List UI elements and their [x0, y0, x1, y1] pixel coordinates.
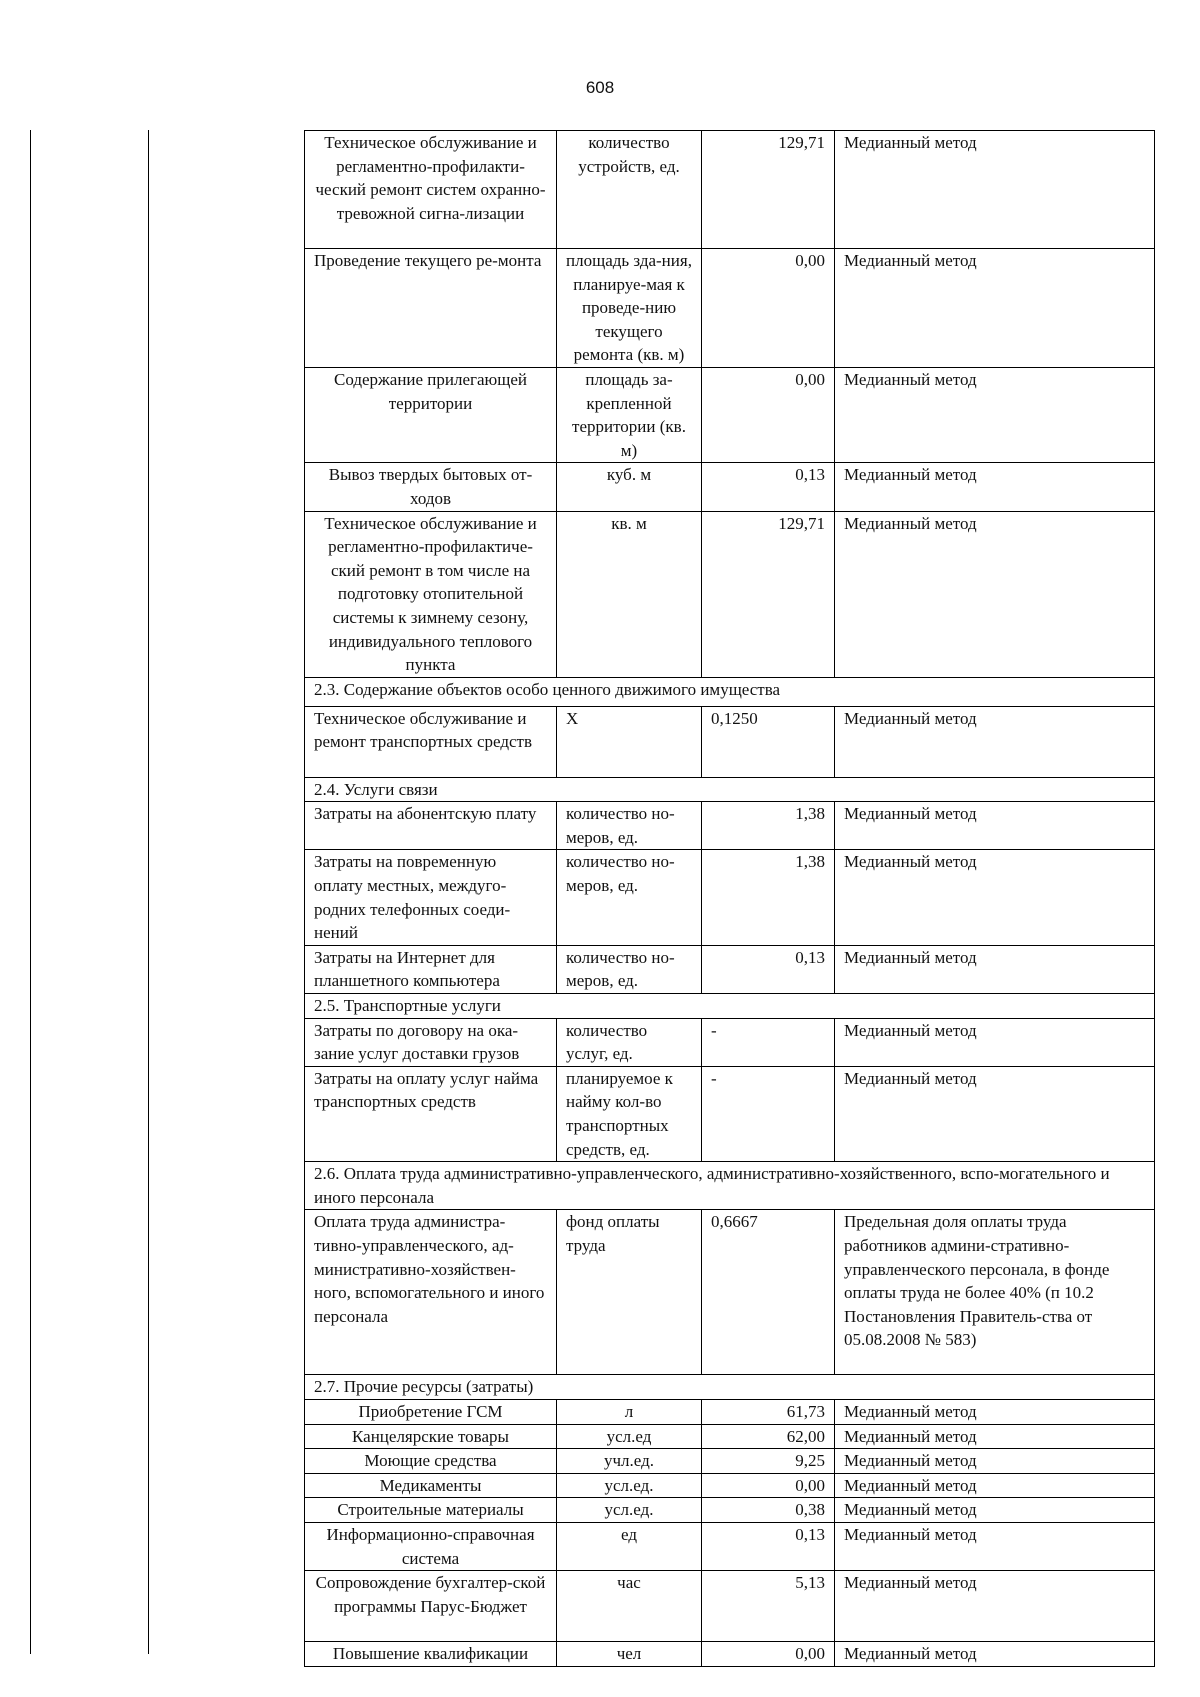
- value-cell: 0,00: [702, 1473, 835, 1498]
- value-cell: -: [702, 1066, 835, 1161]
- table-row: [305, 1522, 1155, 1570]
- section-header-row: [305, 1375, 1155, 1400]
- column-divider: [148, 130, 149, 1654]
- value-cell: 1,38: [702, 802, 835, 850]
- value-cell: 0,13: [702, 463, 835, 511]
- expense-name-cell: Затраты на повременную оплату местных, междуго-родних телефонных соеди-нений: [305, 850, 557, 945]
- value-cell: 0,00: [702, 1642, 835, 1667]
- section-title: 2.6. Оплата труда административно-управленческого, административно-хозяйственного, вспо-могательного и иного персонала: [305, 1162, 1155, 1210]
- method-cell: Медианный метод: [835, 1399, 1155, 1424]
- table-row: [305, 511, 1155, 677]
- unit-cell: усл.ед.: [557, 1473, 702, 1498]
- expense-name-cell: Строительные материалы: [305, 1498, 557, 1523]
- expense-name-cell: Затраты на оплату услуг найма транспортных средств: [305, 1066, 557, 1161]
- table-row: [305, 1571, 1155, 1642]
- expense-name-cell: Затраты на Интернет для планшетного компьютера: [305, 945, 557, 993]
- method-cell: Медианный метод: [835, 1424, 1155, 1449]
- method-cell: Медианный метод: [835, 850, 1155, 945]
- method-cell: Медианный метод: [835, 1498, 1155, 1523]
- value-cell: 0,6667: [702, 1210, 835, 1375]
- table-row: [305, 1449, 1155, 1474]
- method-cell: Медианный метод: [835, 1449, 1155, 1474]
- method-cell: Предельная доля оплаты труда работников админи-стративно-управленческого персонала, в фонде оплаты труда не более 40% (п 10.2 Постановления Правитель-ства от 05.08.2008 № 583): [835, 1210, 1155, 1375]
- expense-name-cell: Медикаменты: [305, 1473, 557, 1498]
- value-cell: 1,38: [702, 850, 835, 945]
- section-title: 2.3. Содержание объектов особо ценного движимого имущества: [305, 677, 1155, 706]
- expense-name-cell: Техническое обслуживание и ремонт транспортных средств: [305, 706, 557, 777]
- expense-name-cell: Моющие средства: [305, 1449, 557, 1474]
- unit-cell: фонд оплаты труда: [557, 1210, 702, 1375]
- method-cell: Медианный метод: [835, 706, 1155, 777]
- value-cell: -: [702, 1018, 835, 1066]
- value-cell: 0,13: [702, 1522, 835, 1570]
- section-header-row: [305, 777, 1155, 802]
- method-cell: Медианный метод: [835, 1571, 1155, 1642]
- table-row: [305, 1066, 1155, 1161]
- value-cell: 129,71: [702, 131, 835, 249]
- unit-cell: количество но-меров, ед.: [557, 802, 702, 850]
- unit-cell: Х: [557, 706, 702, 777]
- table-frame: [30, 130, 1153, 1664]
- section-title: 2.5. Транспортные услуги: [305, 994, 1155, 1019]
- method-cell: Медианный метод: [835, 367, 1155, 462]
- method-cell: Медианный метод: [835, 463, 1155, 511]
- value-cell: 0,1250: [702, 706, 835, 777]
- column-divider: [30, 130, 31, 1654]
- table-row: [305, 367, 1155, 462]
- value-cell: 62,00: [702, 1424, 835, 1449]
- expense-name-cell: Сопровождение бухгалтер-ской программы Парус-Бюджет: [305, 1571, 557, 1642]
- unit-cell: количество устройств, ед.: [557, 131, 702, 249]
- unit-cell: усл.ед: [557, 1424, 702, 1449]
- method-cell: Медианный метод: [835, 1473, 1155, 1498]
- method-cell: Медианный метод: [835, 249, 1155, 368]
- method-cell: Медианный метод: [835, 511, 1155, 677]
- value-cell: 61,73: [702, 1399, 835, 1424]
- value-cell: 129,71: [702, 511, 835, 677]
- value-cell: 0,00: [702, 367, 835, 462]
- expense-name-cell: Вывоз твердых бытовых от-ходов: [305, 463, 557, 511]
- expense-name-cell: Содержание прилегающей территории: [305, 367, 557, 462]
- section-title: 2.7. Прочие ресурсы (затраты): [305, 1375, 1155, 1400]
- table-row: [305, 1642, 1155, 1667]
- expense-name-cell: Оплата труда администра-тивно-управленческого, ад-министративно-хозяйствен-ного, вспомогательного и иного персонала: [305, 1210, 557, 1375]
- table-row: [305, 1498, 1155, 1523]
- section-title: 2.4. Услуги связи: [305, 777, 1155, 802]
- expense-name-cell: Проведение текущего ре-монта: [305, 249, 557, 368]
- unit-cell: площадь зда-ния, планируе-мая к проведе-нию текущего ремонта (кв. м): [557, 249, 702, 368]
- method-cell: Медианный метод: [835, 1066, 1155, 1161]
- table-row: [305, 131, 1155, 249]
- table-row: [305, 945, 1155, 993]
- method-cell: Медианный метод: [835, 1018, 1155, 1066]
- unit-cell: л: [557, 1399, 702, 1424]
- unit-cell: количество но-меров, ед.: [557, 945, 702, 993]
- table-row: [305, 706, 1155, 777]
- value-cell: 9,25: [702, 1449, 835, 1474]
- expense-name-cell: Канцелярские товары: [305, 1424, 557, 1449]
- table-row: [305, 850, 1155, 945]
- table-row: [305, 463, 1155, 511]
- table-row: [305, 1424, 1155, 1449]
- section-header-row: [305, 994, 1155, 1019]
- unit-cell: количество услуг, ед.: [557, 1018, 702, 1066]
- unit-cell: кв. м: [557, 511, 702, 677]
- value-cell: 0,38: [702, 1498, 835, 1523]
- method-cell: Медианный метод: [835, 1522, 1155, 1570]
- table-row: [305, 802, 1155, 850]
- table-row: [305, 1018, 1155, 1066]
- method-cell: Медианный метод: [835, 802, 1155, 850]
- unit-cell: площадь за-крепленной территории (кв. м): [557, 367, 702, 462]
- expense-name-cell: Повышение квалификации: [305, 1642, 557, 1667]
- expense-name-cell: Затраты на абонентскую плату: [305, 802, 557, 850]
- cost-norms-table: [304, 130, 1155, 1667]
- table-row: [305, 1210, 1155, 1375]
- section-header-row: [305, 677, 1155, 706]
- unit-cell: количество но-меров, ед.: [557, 850, 702, 945]
- expense-name-cell: Затраты по договору на ока-зание услуг доставки грузов: [305, 1018, 557, 1066]
- unit-cell: усл.ед.: [557, 1498, 702, 1523]
- value-cell: 0,00: [702, 249, 835, 368]
- unit-cell: час: [557, 1571, 702, 1642]
- page-number: 608: [585, 78, 615, 97]
- expense-name-cell: Техническое обслуживание и регламентно-профилакти-ческий ремонт систем охранно-тревожной сигна-лизации: [305, 131, 557, 249]
- expense-name-cell: Приобретение ГСМ: [305, 1399, 557, 1424]
- value-cell: 0,13: [702, 945, 835, 993]
- unit-cell: планируемое к найму кол-во транспортных средств, ед.: [557, 1066, 702, 1161]
- section-header-row: [305, 1162, 1155, 1210]
- unit-cell: ед: [557, 1522, 702, 1570]
- expense-name-cell: Техническое обслуживание и регламентно-профилактиче-ский ремонт в том числе на подготовку отопительной системы к зимнему сезону, индивидуального теплового пункта: [305, 511, 557, 677]
- unit-cell: чел: [557, 1642, 702, 1667]
- method-cell: Медианный метод: [835, 945, 1155, 993]
- method-cell: Медианный метод: [835, 1642, 1155, 1667]
- table-row: [305, 1399, 1155, 1424]
- table-row: [305, 1473, 1155, 1498]
- method-cell: Медианный метод: [835, 131, 1155, 249]
- unit-cell: учл.ед.: [557, 1449, 702, 1474]
- value-cell: 5,13: [702, 1571, 835, 1642]
- expense-name-cell: Информационно-справочная система: [305, 1522, 557, 1570]
- table-row: [305, 249, 1155, 368]
- unit-cell: куб. м: [557, 463, 702, 511]
